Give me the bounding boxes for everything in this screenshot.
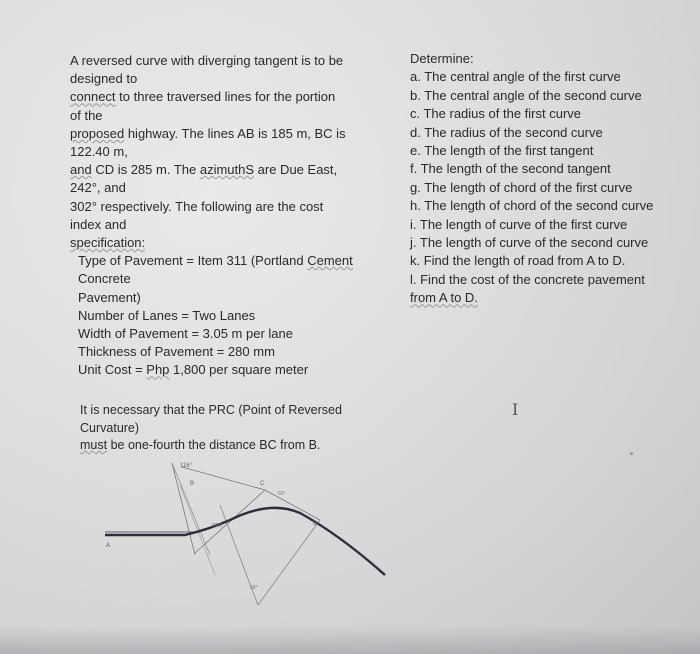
problem-line-word: azimuthS	[199, 162, 255, 178]
point-a-label: A	[106, 543, 111, 549]
problem-line-word: connect	[70, 89, 116, 105]
point-d-label: D	[313, 521, 318, 527]
photo-shadow	[0, 626, 700, 654]
problem-line: A reversed curve with diverging tangent is to be	[70, 53, 344, 68]
problem-line: 302° respectively. The following are the cost	[70, 198, 324, 214]
problem-line: specification:	[70, 235, 146, 251]
determine-item: d. The radius of the second curve	[410, 124, 603, 140]
angle-label: 58°	[250, 585, 258, 591]
problem-line	[70, 125, 370, 143]
determine-list	[410, 50, 690, 308]
dust-mark	[630, 452, 633, 455]
line-bc	[195, 490, 265, 553]
line-cd	[265, 490, 320, 520]
determine-item: i. The length of curve of the first curve	[410, 216, 628, 232]
problem-line-word: and	[70, 162, 92, 178]
spec-line: Thickness of Pavement = 280 mm	[78, 344, 275, 360]
determine-item: a. The central angle of the first curve	[410, 69, 621, 85]
spec-word: Cement	[307, 253, 353, 269]
prc-label: PRC	[212, 523, 223, 529]
problem-line: designed to	[70, 71, 138, 87]
tangent-line	[172, 463, 210, 555]
note-line: must be one-fourth the distance BC from B.	[80, 438, 321, 452]
spec-line: Concrete	[78, 271, 131, 287]
problem-line-rest: CD is 285 m. The	[91, 162, 200, 178]
determine-heading: Determine:	[410, 51, 474, 66]
spec-line: Width of Pavement = 3.05 m per lane	[78, 326, 293, 342]
spec-line: Number of Lanes = Two Lanes	[78, 307, 256, 323]
problem-line: of the	[70, 107, 103, 123]
determine-item: k. Find the length of road from A to D.	[410, 253, 626, 269]
radius-line	[172, 463, 195, 555]
determine-item: l. Find the cost of the concrete pavement	[410, 271, 645, 287]
problem-line-rest: highway. The lines AB is 185 m, BC is	[124, 125, 346, 141]
determine-item: g. The length of chord of the first curve	[410, 179, 633, 195]
note-line: It is necessary that the PRC (Point of Reversed	[80, 403, 342, 417]
point-c-label: C	[260, 481, 265, 487]
determine-item: f. The length of the second tangent	[410, 161, 611, 177]
problem-line-rest: to three traversed lines for the portion	[115, 89, 336, 105]
angle-label: 116°	[180, 463, 192, 469]
determine-item: e. The length of the first tangent	[410, 143, 594, 159]
radius-line	[182, 467, 265, 490]
problem-line	[70, 161, 370, 179]
prc-note	[80, 402, 380, 455]
determine-item: j. The length of curve of the second curve	[410, 235, 649, 251]
problem-line-rest: are Due East,	[254, 162, 338, 178]
spec-line: Pavement)	[78, 289, 141, 305]
spec-line: Unit Cost = Php 1,800 per square meter	[78, 362, 309, 378]
road-curve	[105, 508, 385, 575]
problem-line: 122.40 m,	[70, 144, 128, 160]
problem-line: 242°, and	[70, 180, 126, 196]
problem-line-word: proposed	[70, 125, 125, 141]
note-line: Curvature)	[80, 420, 140, 435]
determine-item: c. The radius of the first curve	[410, 106, 581, 122]
reversed-curve-diagram	[100, 455, 390, 620]
angle-label: 60°	[278, 491, 286, 497]
radius-line	[258, 520, 320, 605]
problem-statement	[70, 52, 370, 380]
problem-line	[70, 88, 370, 106]
determine-item: from A to D.	[410, 290, 478, 306]
construction-line	[180, 485, 215, 575]
determine-item: h. The length of chord of the second curve	[410, 198, 654, 214]
text-cursor-icon: I	[512, 400, 519, 419]
problem-line: index and	[70, 216, 127, 232]
spec-word: Php	[146, 362, 170, 378]
determine-item: b. The central angle of the second curve	[410, 87, 642, 103]
note-word: must	[80, 438, 108, 452]
spec-line: Type of Pavement = Item 311 (Portland Cement	[78, 253, 353, 269]
point-b-label: B	[190, 481, 195, 487]
